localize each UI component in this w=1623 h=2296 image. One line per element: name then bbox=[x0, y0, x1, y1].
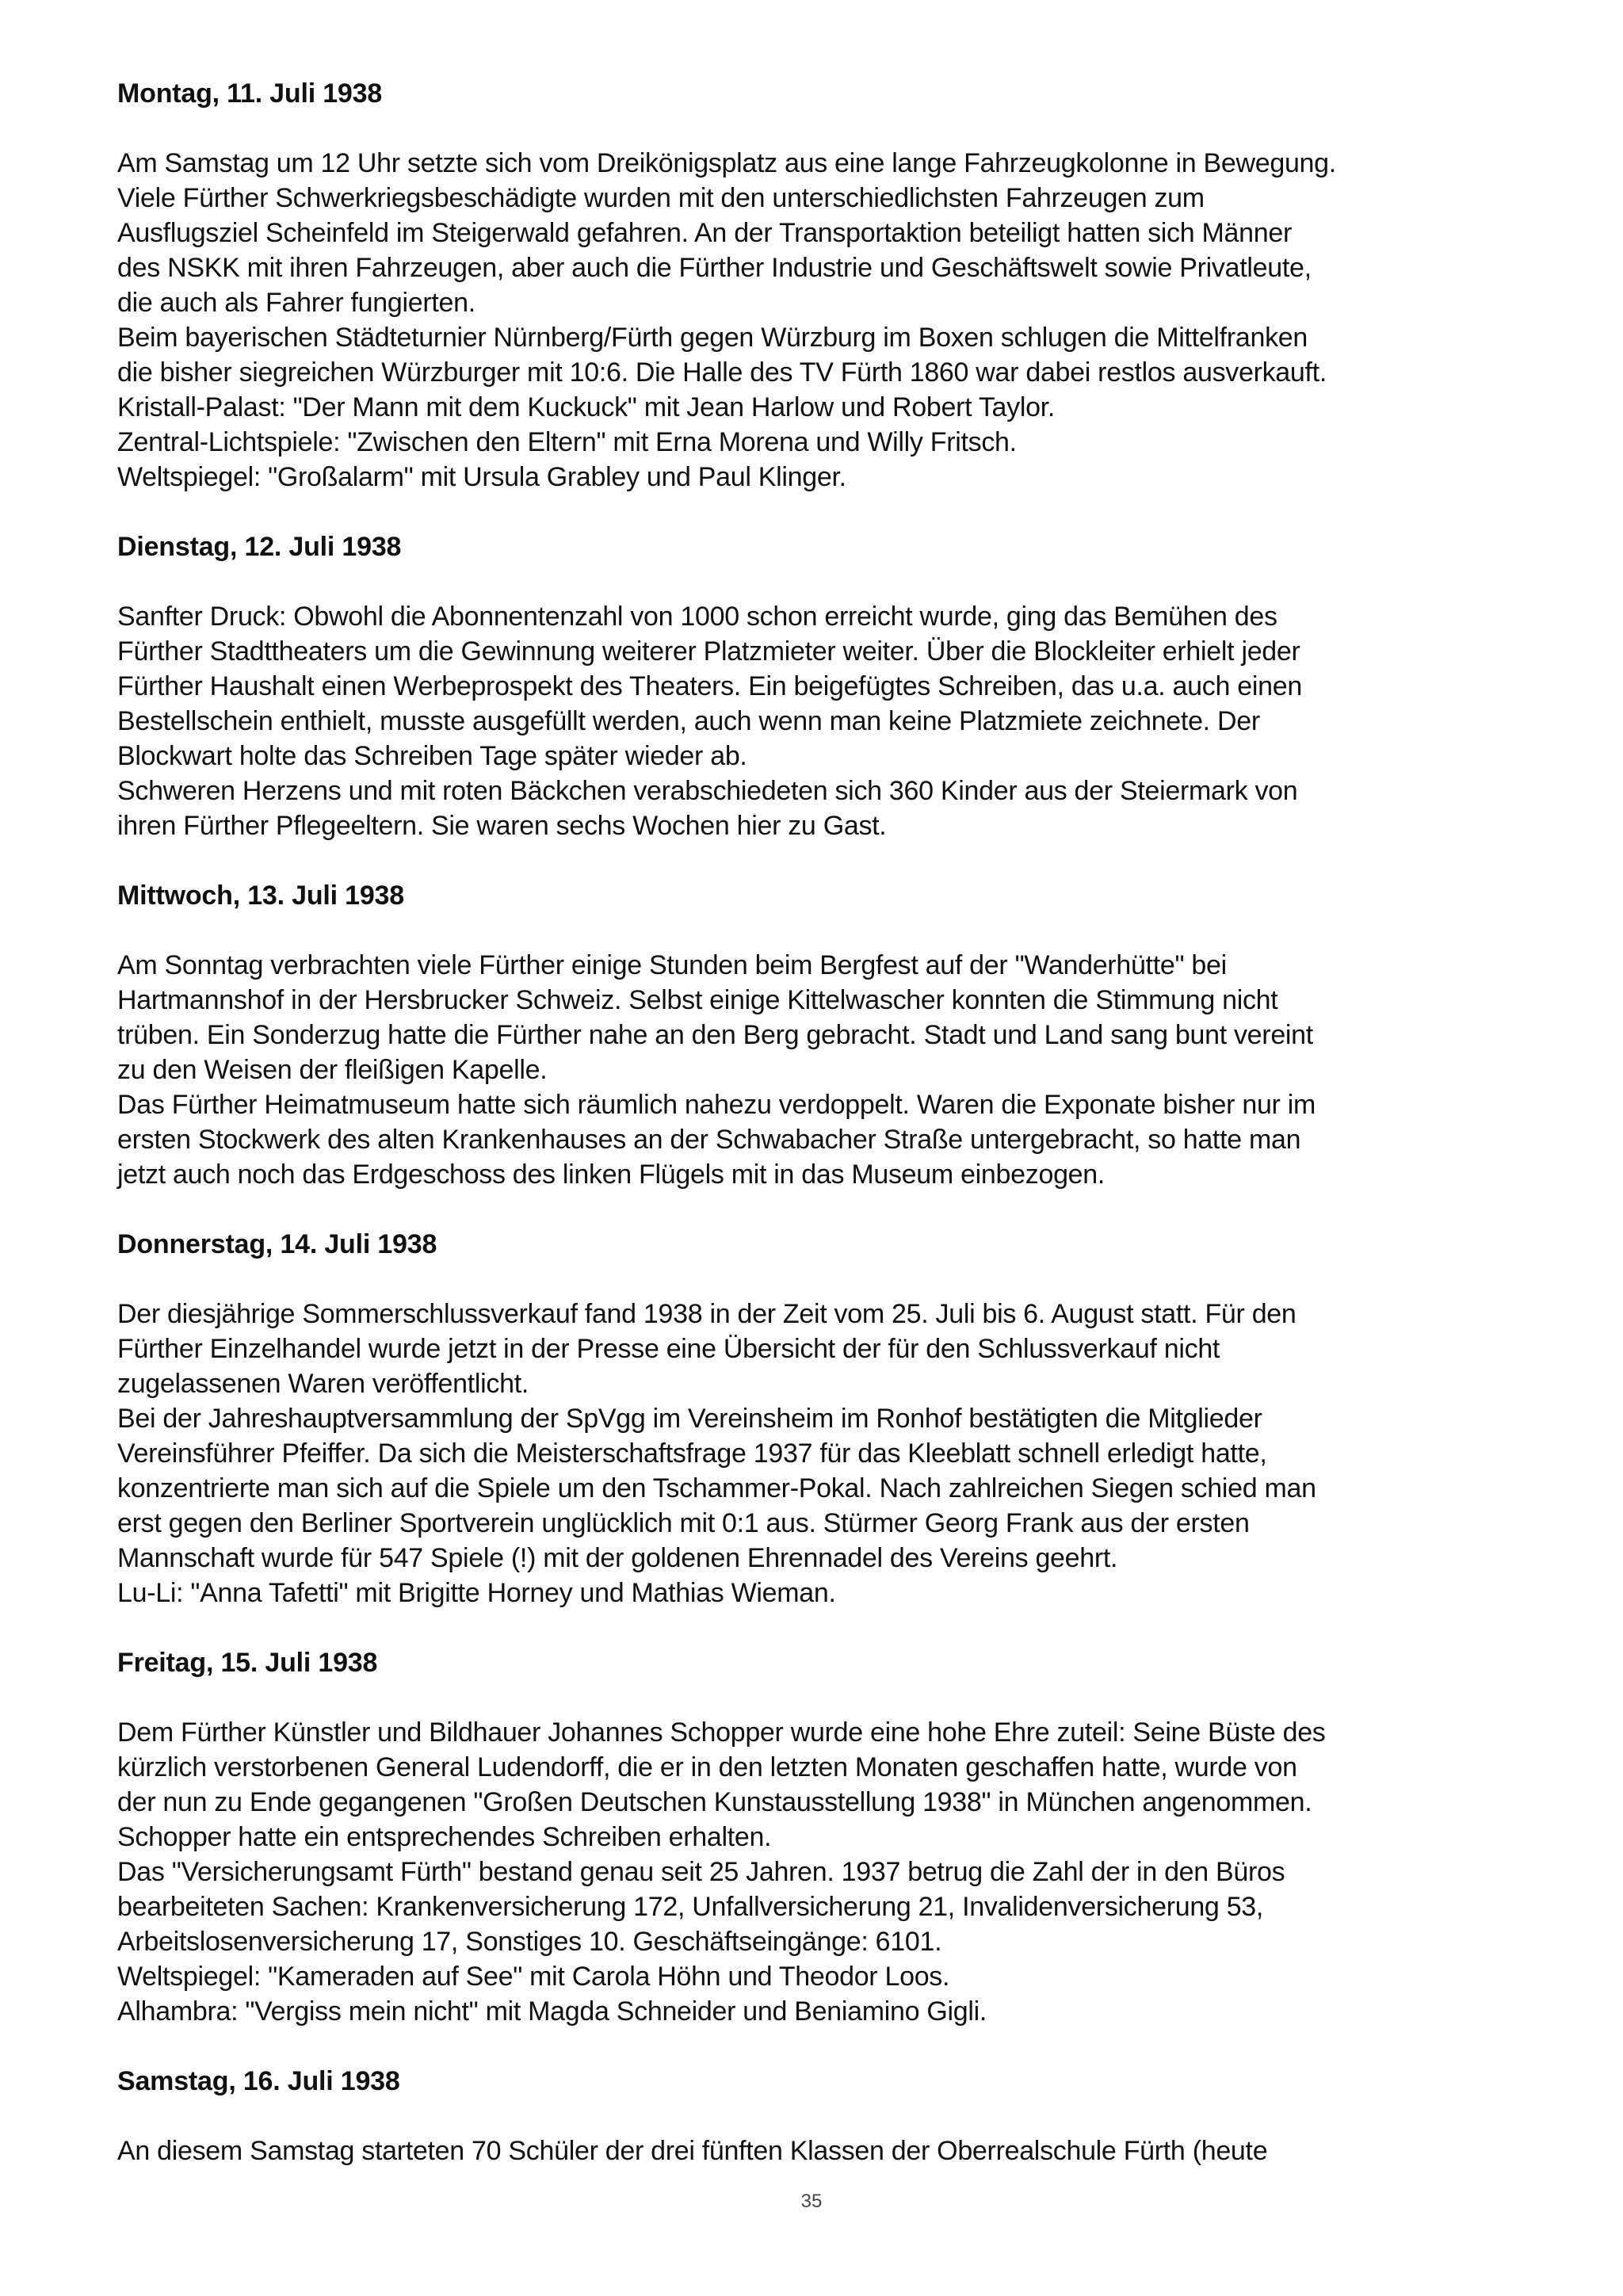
entry-text-line: zu den Weisen der fleißigen Kapelle. bbox=[117, 1055, 548, 1085]
document-page bbox=[117, 76, 1512, 2203]
entry-text-line: Hartmannshof in der Hersbrucker Schweiz. Selbst einige Kittelwascher konnten die Stimmung nicht bbox=[117, 985, 1278, 1015]
entry-text-line: Blockwart holte das Schreiben Tage später wieder ab. bbox=[117, 741, 747, 771]
entry-text-line: Fürther Einzelhandel wurde jetzt in der Presse eine Übersicht der für den Schlussverkauf nicht bbox=[117, 1334, 1220, 1364]
entry-text-line: ersten Stockwerk des alten Krankenhauses an der Schwabacher Straße untergebracht, so hatte man bbox=[117, 1125, 1301, 1155]
entry-body bbox=[117, 948, 1512, 1192]
page-number: 35 bbox=[800, 2191, 823, 2212]
entry-text-line: An diesem Samstag starteten 70 Schüler der drei fünften Klassen der Oberrealschule Fürth (heute bbox=[117, 2136, 1268, 2166]
diary-entry bbox=[117, 1645, 1512, 2029]
entry-date-heading: Mittwoch, 13. Juli 1938 bbox=[117, 881, 404, 911]
entry-text-line: der nun zu Ende gegangenen "Großen Deutschen Kunstausstellung 1938" in München angenommen. bbox=[117, 1787, 1312, 1817]
entry-text-line: Vereinsführer Pfeiffer. Da sich die Meisterschaftsfrage 1937 für das Kleeblatt schnell erledigt hatte, bbox=[117, 1438, 1267, 1469]
entry-text-line: Das Fürther Heimatmuseum hatte sich räumlich nahezu verdoppelt. Waren die Exponate bisher nur im bbox=[117, 1090, 1316, 1120]
entry-text-line: Am Sonntag verbrachten viele Fürther einige Stunden beim Bergfest auf der "Wanderhütte" bei bbox=[117, 950, 1227, 980]
entry-text-line: Bestellschein enthielt, musste ausgefüllt werden, auch wenn man keine Platzmiete zeichnete. Der bbox=[117, 706, 1260, 736]
entry-text-line: Das "Versicherungsamt Fürth" bestand genau seit 25 Jahren. 1937 betrug die Zahl der in den Büros bbox=[117, 1857, 1285, 1887]
entry-text-line: ihren Fürther Pflegeeltern. Sie waren sechs Wochen hier zu Gast. bbox=[117, 811, 887, 841]
entry-date-heading: Freitag, 15. Juli 1938 bbox=[117, 1648, 378, 1678]
entry-text-line: bearbeiteten Sachen: Krankenversicherung 172, Unfallversicherung 21, Invalidenversicherung 53, bbox=[117, 1892, 1264, 1922]
entry-text-line: Viele Fürther Schwerkriegsbeschädigte wurden mit den unterschiedlichsten Fahrzeugen zum bbox=[117, 183, 1205, 213]
entry-text-line: Dem Fürther Künstler und Bildhauer Johannes Schopper wurde eine hohe Ehre zuteil: Seine Büste des bbox=[117, 1717, 1326, 1748]
entry-date-heading: Samstag, 16. Juli 1938 bbox=[117, 2066, 400, 2096]
diary-entry bbox=[117, 529, 1512, 843]
entry-body bbox=[117, 1297, 1512, 1610]
entry-text-line: Weltspiegel: "Großalarm" mit Ursula Grabley und Paul Klinger. bbox=[117, 462, 846, 492]
entry-text-line: Schweren Herzens und mit roten Bäckchen verabschiedeten sich 360 Kinder aus der Steiermark von bbox=[117, 776, 1298, 806]
entry-body bbox=[117, 2134, 1512, 2168]
entry-date-heading: Donnerstag, 14. Juli 1938 bbox=[117, 1229, 437, 1259]
entry-text-line: Arbeitslosenversicherung 17, Sonstiges 10. Geschäftseingänge: 6101. bbox=[117, 1927, 942, 1957]
entry-text-line: Kristall-Palast: "Der Mann mit dem Kuckuck" mit Jean Harlow und Robert Taylor. bbox=[117, 392, 1056, 422]
entry-text-line: zugelassenen Waren veröffentlicht. bbox=[117, 1369, 529, 1399]
entry-text-line: Sanfter Druck: Obwohl die Abonnentenzahl von 1000 schon erreicht wurde, ging das Bemühen des bbox=[117, 602, 1277, 632]
entry-text-line: Bei der Jahreshauptversammlung der SpVgg im Vereinsheim im Ronhof bestätigten die Mitglieder bbox=[117, 1404, 1262, 1434]
entry-text-line: Alhambra: "Vergiss mein nicht" mit Magda Schneider und Beniamino Gigli. bbox=[117, 1996, 987, 2027]
entry-text-line: Fürther Stadttheaters um die Gewinnung weiterer Platzmieter weiter. Über die Blockleiter erhielt jeder bbox=[117, 636, 1300, 667]
entry-text-line: Zentral-Lichtspiele: "Zwischen den Eltern" mit Erna Morena und Willy Fritsch. bbox=[117, 427, 1017, 457]
entry-body bbox=[117, 599, 1512, 843]
diary-entry bbox=[117, 2064, 1512, 2168]
diary-entry bbox=[117, 1227, 1512, 1610]
entry-text-line: des NSKK mit ihren Fahrzeugen, aber auch die Fürther Industrie und Geschäftswelt sowie Privatleute, bbox=[117, 253, 1312, 283]
entry-text-line: Am Samstag um 12 Uhr setzte sich vom Dreikönigsplatz aus eine lange Fahrzeugkolonne in Bewegung. bbox=[117, 148, 1336, 178]
entry-text-line: trüben. Ein Sonderzug hatte die Fürther nahe an den Berg gebracht. Stadt und Land sang bunt vereint bbox=[117, 1020, 1313, 1050]
diary-entry bbox=[117, 76, 1512, 495]
entry-text-line: jetzt auch noch das Erdgeschoss des linken Flügels mit in das Museum einbezogen. bbox=[117, 1159, 1106, 1190]
entry-text-line: kürzlich verstorbenen General Ludendorff, die er in den letzten Monaten geschaffen hatte, wurde von bbox=[117, 1752, 1297, 1782]
entry-text-line: konzentrierte man sich auf die Spiele um den Tschammer-Pokal. Nach zahlreichen Siegen schied man bbox=[117, 1473, 1316, 1503]
entry-body bbox=[117, 1715, 1512, 2029]
entry-text-line: erst gegen den Berliner Sportverein unglücklich mit 0:1 aus. Stürmer Georg Frank aus der ersten bbox=[117, 1508, 1250, 1538]
entry-text-line: Lu-Li: "Anna Tafetti" mit Brigitte Horney und Mathias Wieman. bbox=[117, 1578, 836, 1608]
entry-date-heading: Dienstag, 12. Juli 1938 bbox=[117, 532, 402, 562]
entry-text-line: Der diesjährige Sommerschlussverkauf fand 1938 in der Zeit vom 25. Juli bis 6. August statt. Für den bbox=[117, 1299, 1296, 1329]
entry-text-line: Beim bayerischen Städteturnier Nürnberg/Fürth gegen Würzburg im Boxen schlugen die Mittelfranken bbox=[117, 323, 1308, 353]
entry-text-line: Fürther Haushalt einen Werbeprospekt des Theaters. Ein beigefügtes Schreiben, das u.a. auch einen bbox=[117, 671, 1302, 701]
entry-date-heading: Montag, 11. Juli 1938 bbox=[117, 78, 383, 109]
entry-text-line: Schopper hatte ein entsprechendes Schreiben erhalten. bbox=[117, 1822, 772, 1852]
entry-body bbox=[117, 146, 1512, 495]
entry-text-line: Ausflugsziel Scheinfeld im Steigerwald gefahren. An der Transportaktion beteiligt hatten sich Männer bbox=[117, 218, 1292, 248]
entry-text-line: Weltspiegel: "Kameraden auf See" mit Carola Höhn und Theodor Loos. bbox=[117, 1962, 950, 1992]
entry-text-line: die auch als Fahrer fungierten. bbox=[117, 288, 475, 318]
entry-text-line: Mannschaft wurde für 547 Spiele (!) mit der goldenen Ehrennadel des Vereins geehrt. bbox=[117, 1543, 1118, 1573]
entry-text-line: die bisher siegreichen Würzburger mit 10:6. Die Halle des TV Fürth 1860 war dabei restlos ausverkauft. bbox=[117, 357, 1327, 388]
diary-entry bbox=[117, 878, 1512, 1192]
